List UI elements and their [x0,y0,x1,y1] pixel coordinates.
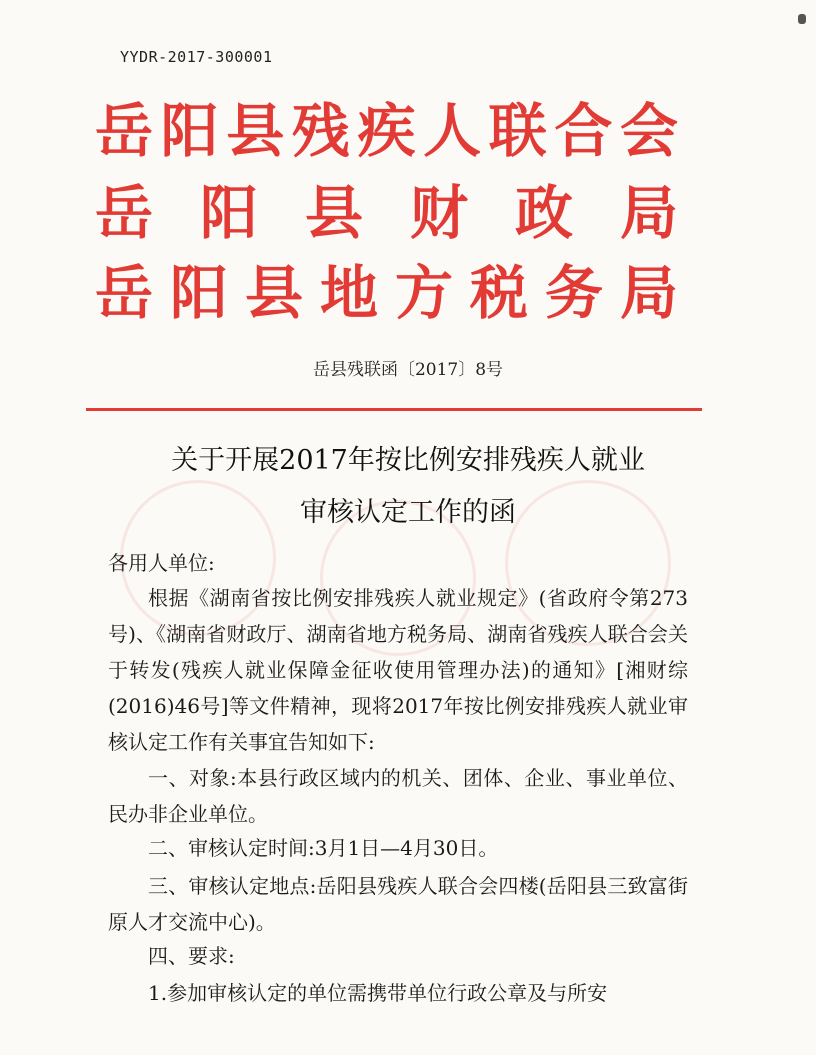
issuer-local-tax-bureau: 岳阳县地方税务局 [95,259,680,327]
paragraph-requirement-1: 1.参加审核认定的单位需携带单位行政公章及与所安 [148,981,608,1005]
document-number: 岳县残联函〔2017〕8号 [312,360,504,380]
paragraph-location: 三、审核认定地点:岳阳县残疾人联合会四楼(岳阳县三致富街原人才交流中心)。 [108,874,688,934]
red-divider [86,408,702,411]
salutation: 各用人单位: [108,551,215,575]
paragraph-time: 二、审核认定时间:3月1日—4月30日。 [148,836,499,860]
document-title-line-1: 关于开展2017年按比例安排残疾人就业 [171,445,645,476]
corner-mark [798,14,806,24]
document-code: YYDR-2017-300001 [120,48,273,66]
paragraph-requirements: 四、要求: [148,944,235,968]
document-title-line-2: 审核认定工作的函 [300,497,516,528]
paragraph-intro: 根据《湖南省按比例安排残疾人就业规定》(省政府令第273号)、《湖南省财政厅、湖南省地方税务局、湖南省残疾人联合会关于转发(残疾人就业保障金征收使用管理办法)的通知》[湘财综(2016)46号]等文件精神，现将2017年按比例安排残疾人就业审核认定工作有关事宜告知如下: [108,586,688,754]
issuer-disabled-persons-federation: 岳阳县残疾人联合会 [95,97,680,165]
paragraph-target: 一、对象:本县行政区域内的机关、团体、企业、事业单位、民办非企业单位。 [108,766,688,826]
issuer-finance-bureau: 岳阳县财政局 [95,179,680,247]
